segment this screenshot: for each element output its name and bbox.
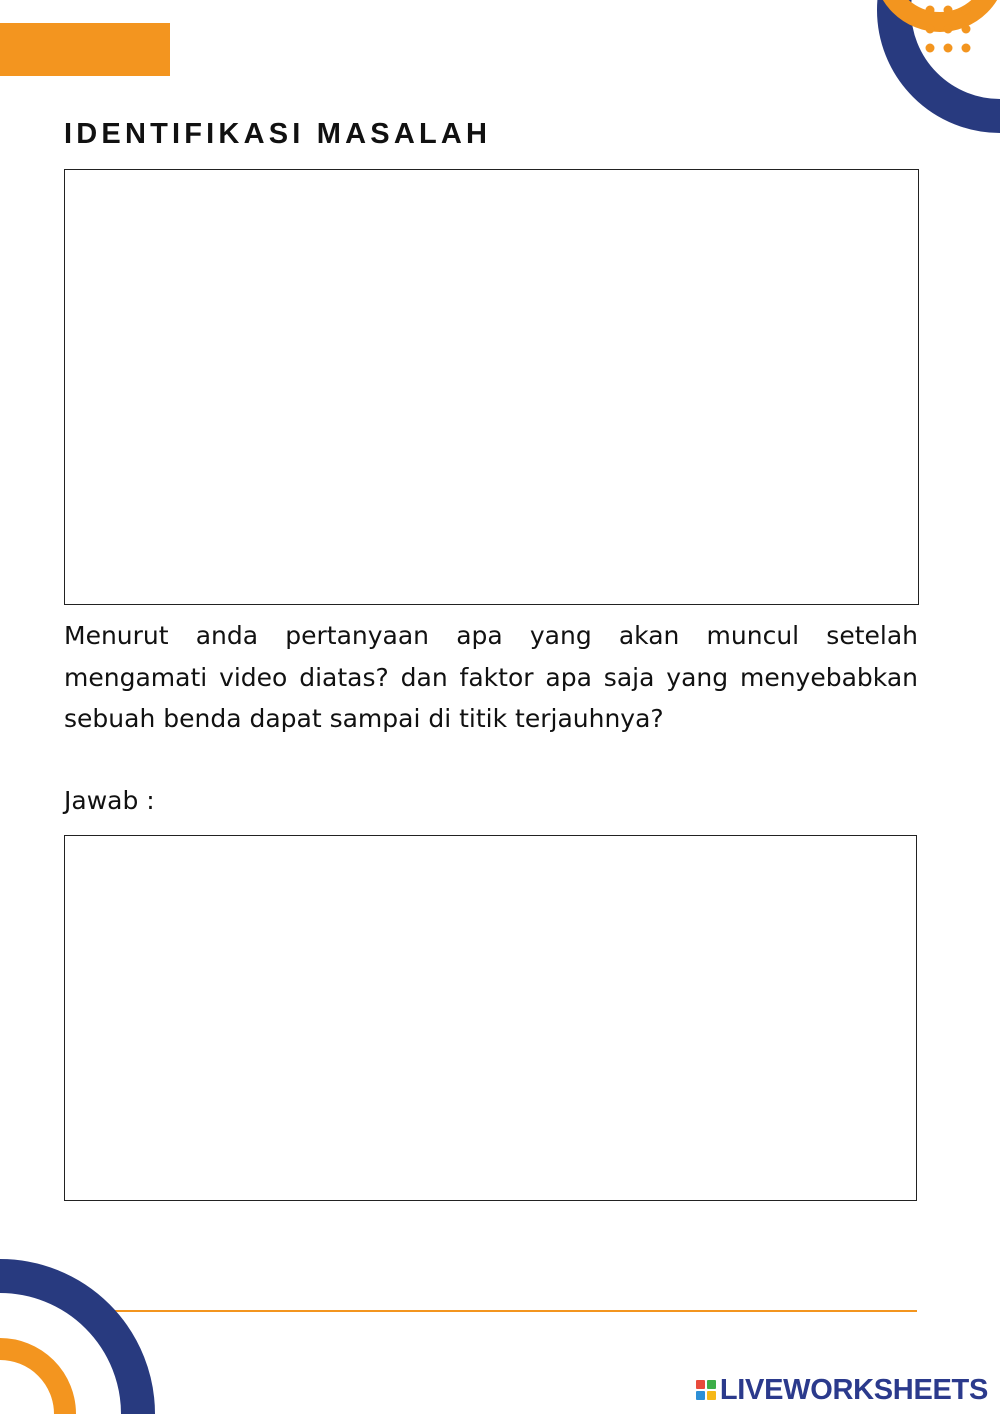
page-title: IDENTIFIKASI MASALAH (64, 118, 492, 150)
corner-decoration-bottom-left (0, 1254, 170, 1414)
corner-decoration-top-right (780, 0, 1000, 150)
answer-label: Jawab : (64, 786, 155, 815)
orange-header-bar (0, 23, 170, 76)
orange-arc (883, 0, 997, 22)
brand-name: LIVEWORKSHEETS (719, 1373, 988, 1406)
orange-arc (0, 1349, 65, 1414)
liveworksheets-brand[interactable] (696, 1372, 988, 1408)
answer-input-box[interactable] (64, 835, 917, 1201)
question-text: Menurut anda pertanyaan apa yang akan muncul setelah mengamati video diatas? dan faktor apa saja yang menyebabkan sebuah benda dapat sampai di titik terjauhnya? (64, 621, 918, 733)
video-placeholder-box (64, 169, 919, 605)
liveworksheets-logo-icon (696, 1380, 716, 1400)
footer-divider (100, 1310, 917, 1312)
dot-grid-icon (926, 6, 971, 53)
